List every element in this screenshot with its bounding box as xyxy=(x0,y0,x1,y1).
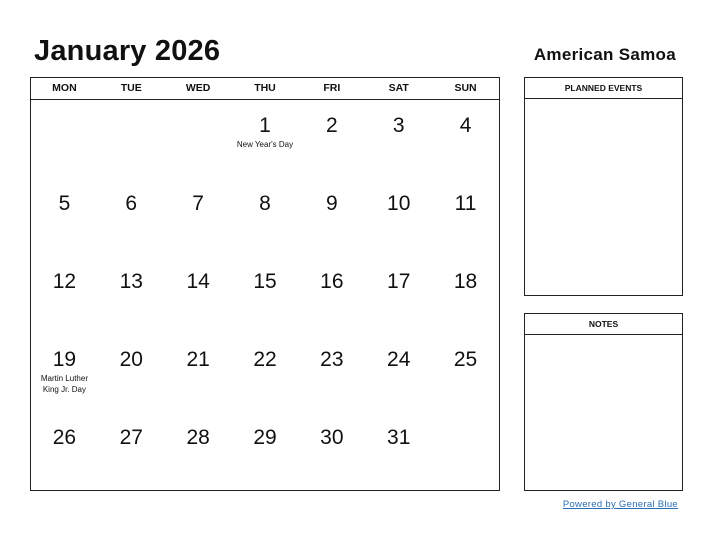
day-cell-14 xyxy=(165,256,232,334)
day-number: 27 xyxy=(119,426,143,449)
day-cell-26 xyxy=(31,412,98,490)
day-number: 1 xyxy=(259,114,271,137)
day-cell-23 xyxy=(298,334,365,412)
holiday-label: New Year's Day xyxy=(236,140,294,149)
day-number: 20 xyxy=(119,348,143,371)
day-number: 12 xyxy=(52,270,77,293)
day-number: 2 xyxy=(326,114,338,137)
calendar-days xyxy=(31,100,499,490)
notes-panel xyxy=(524,313,683,491)
day-cell-2 xyxy=(298,100,365,178)
day-number: 7 xyxy=(192,192,204,215)
day-cell-29 xyxy=(232,412,299,490)
day-cell-20 xyxy=(98,334,165,412)
day-cell-10 xyxy=(365,178,432,256)
day-cell-empty xyxy=(432,412,499,490)
day-cell-6 xyxy=(98,178,165,256)
day-cell-4 xyxy=(432,100,499,178)
region-label: American Samoa xyxy=(533,45,676,64)
day-number: 15 xyxy=(253,270,277,293)
day-number: 23 xyxy=(320,348,344,371)
day-cell-9 xyxy=(298,178,365,256)
day-number: 14 xyxy=(186,270,210,293)
day-number: 19 xyxy=(52,348,77,371)
day-cell-7 xyxy=(165,178,232,256)
day-cell-1 xyxy=(232,100,299,178)
day-number: 31 xyxy=(387,426,411,449)
day-number: 22 xyxy=(253,348,277,371)
day-number: 30 xyxy=(320,426,344,449)
day-cell-22 xyxy=(232,334,299,412)
day-number: 10 xyxy=(387,192,411,215)
day-cell-11 xyxy=(432,178,499,256)
weekday-mon: MON xyxy=(52,82,77,94)
holiday-label: Martin Luther King Jr. Day xyxy=(40,374,88,394)
day-cell-30 xyxy=(298,412,365,490)
day-number: 25 xyxy=(453,348,478,371)
day-number: 21 xyxy=(186,348,210,371)
weekday-tue: TUE xyxy=(120,82,142,94)
page-title: January 2026 xyxy=(34,35,221,67)
day-cell-12 xyxy=(31,256,98,334)
planned-events-heading: PLANNED EVENTS xyxy=(525,78,682,99)
day-cell-31 xyxy=(365,412,432,490)
day-number: 11 xyxy=(454,192,477,215)
weekday-wed: WED xyxy=(185,82,211,94)
day-cell-empty xyxy=(98,100,165,178)
day-cell-27 xyxy=(98,412,165,490)
day-number: 5 xyxy=(58,192,71,215)
day-number: 6 xyxy=(125,192,138,215)
notes-heading: NOTES xyxy=(525,314,682,335)
day-number: 28 xyxy=(186,426,210,449)
planned-events-panel xyxy=(524,77,683,296)
day-cell-16 xyxy=(298,256,365,334)
weekday-header-row xyxy=(31,78,499,100)
day-cell-21 xyxy=(165,334,232,412)
day-cell-15 xyxy=(232,256,299,334)
day-cell-28 xyxy=(165,412,232,490)
weekday-fri: FRI xyxy=(323,82,341,94)
day-cell-3 xyxy=(365,100,432,178)
day-cell-24 xyxy=(365,334,432,412)
day-cell-5 xyxy=(31,178,98,256)
day-number: 4 xyxy=(459,114,472,137)
day-number: 8 xyxy=(259,192,271,215)
day-number: 24 xyxy=(387,348,411,371)
day-number: 17 xyxy=(387,270,411,293)
day-cell-18 xyxy=(432,256,499,334)
day-cell-empty xyxy=(31,100,98,178)
day-cell-8 xyxy=(232,178,299,256)
day-number: 29 xyxy=(253,426,277,449)
day-number: 18 xyxy=(453,270,478,293)
weekday-thu: THU xyxy=(254,82,276,94)
day-cell-19 xyxy=(31,334,98,412)
day-number: 3 xyxy=(392,114,405,137)
weekday-sun: SUN xyxy=(454,82,477,94)
day-number: 16 xyxy=(320,270,344,293)
day-cell-13 xyxy=(98,256,165,334)
weekday-sat: SAT xyxy=(388,82,409,94)
powered-by-link[interactable]: Powered by General Blue xyxy=(562,499,678,510)
day-cell-25 xyxy=(432,334,499,412)
day-number: 9 xyxy=(326,192,338,215)
day-number: 26 xyxy=(52,426,77,449)
day-cell-17 xyxy=(365,256,432,334)
day-number: 13 xyxy=(119,270,143,293)
calendar-grid xyxy=(30,77,500,491)
day-cell-empty xyxy=(165,100,232,178)
